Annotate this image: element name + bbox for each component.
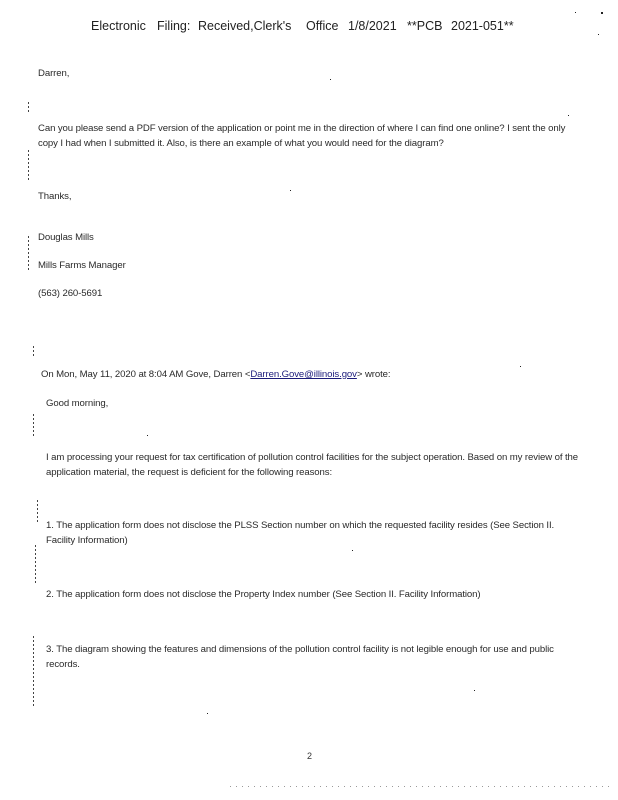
scan-artifact xyxy=(28,236,29,272)
stamp-word: **PCB xyxy=(407,19,443,33)
quoted-greeting: Good morning, xyxy=(46,398,109,409)
sender-phone: (563) 260-5691 xyxy=(38,288,103,299)
scan-artifact xyxy=(28,102,29,114)
stamp-word: Received,Clerk's xyxy=(198,19,292,33)
scan-artifact xyxy=(207,713,208,714)
scan-artifact xyxy=(568,115,569,116)
signoff: Thanks, xyxy=(38,191,72,202)
stamp-case-number: 2021-051** xyxy=(451,19,514,33)
scan-artifact xyxy=(147,435,148,436)
scan-artifact xyxy=(474,690,475,691)
deficiency-item-2: 2. The application form does not disclose the Property Index number (See Section II. Facility Information) xyxy=(46,589,481,600)
scan-artifact xyxy=(598,34,599,35)
stamp-word: Filing: xyxy=(157,19,191,33)
sender-title: Mills Farms Manager xyxy=(38,260,126,271)
quote-intro-suffix: > wrote: xyxy=(356,369,391,380)
scan-artifact xyxy=(33,636,34,706)
scan-artifact xyxy=(520,366,521,367)
deficiency-item-1: 1. The application form does not disclose the PLSS Section number on which the requested facility resides (See Section II. Facility Information) xyxy=(46,520,555,546)
scan-artifact xyxy=(330,79,331,80)
sender-name: Douglas Mills xyxy=(38,232,94,243)
scan-artifact xyxy=(230,786,610,787)
scan-artifact xyxy=(33,414,34,438)
quoted-body: I am processing your request for tax certification of pollution control facilities for the subject operation. Based on my review of the application material, the request is deficient for the following reasons: xyxy=(46,452,579,478)
scan-artifact xyxy=(601,12,603,14)
scan-artifact xyxy=(290,190,291,191)
stamp-word: Electronic xyxy=(91,19,146,33)
scan-artifact xyxy=(33,346,34,358)
reply-body: Can you please send a PDF version of the application or point me in the direction of where I can find one online? I sent the only copy I had when I submitted it. Also, is there an example of what you would need for the diagram? xyxy=(38,123,566,149)
email-link[interactable]: Darren.Gove@illinois.gov xyxy=(250,369,357,380)
page-number: 2 xyxy=(307,751,313,761)
stamp-word: Office xyxy=(306,19,339,33)
scan-artifact xyxy=(37,500,38,522)
salutation: Darren, xyxy=(38,68,70,79)
stamp-date: 1/8/2021 xyxy=(348,19,397,33)
deficiency-item-3: 3. The diagram showing the features and dimensions of the pollution control facility is not legible enough for use and public records. xyxy=(46,644,554,670)
scan-artifact xyxy=(575,12,576,13)
quote-intro xyxy=(41,368,390,383)
scan-artifact xyxy=(35,545,36,583)
scan-artifact xyxy=(28,150,29,180)
quote-intro-text: On Mon, May 11, 2020 at 8:04 AM Gove, Darren < xyxy=(41,369,251,380)
scan-artifact xyxy=(352,550,353,551)
